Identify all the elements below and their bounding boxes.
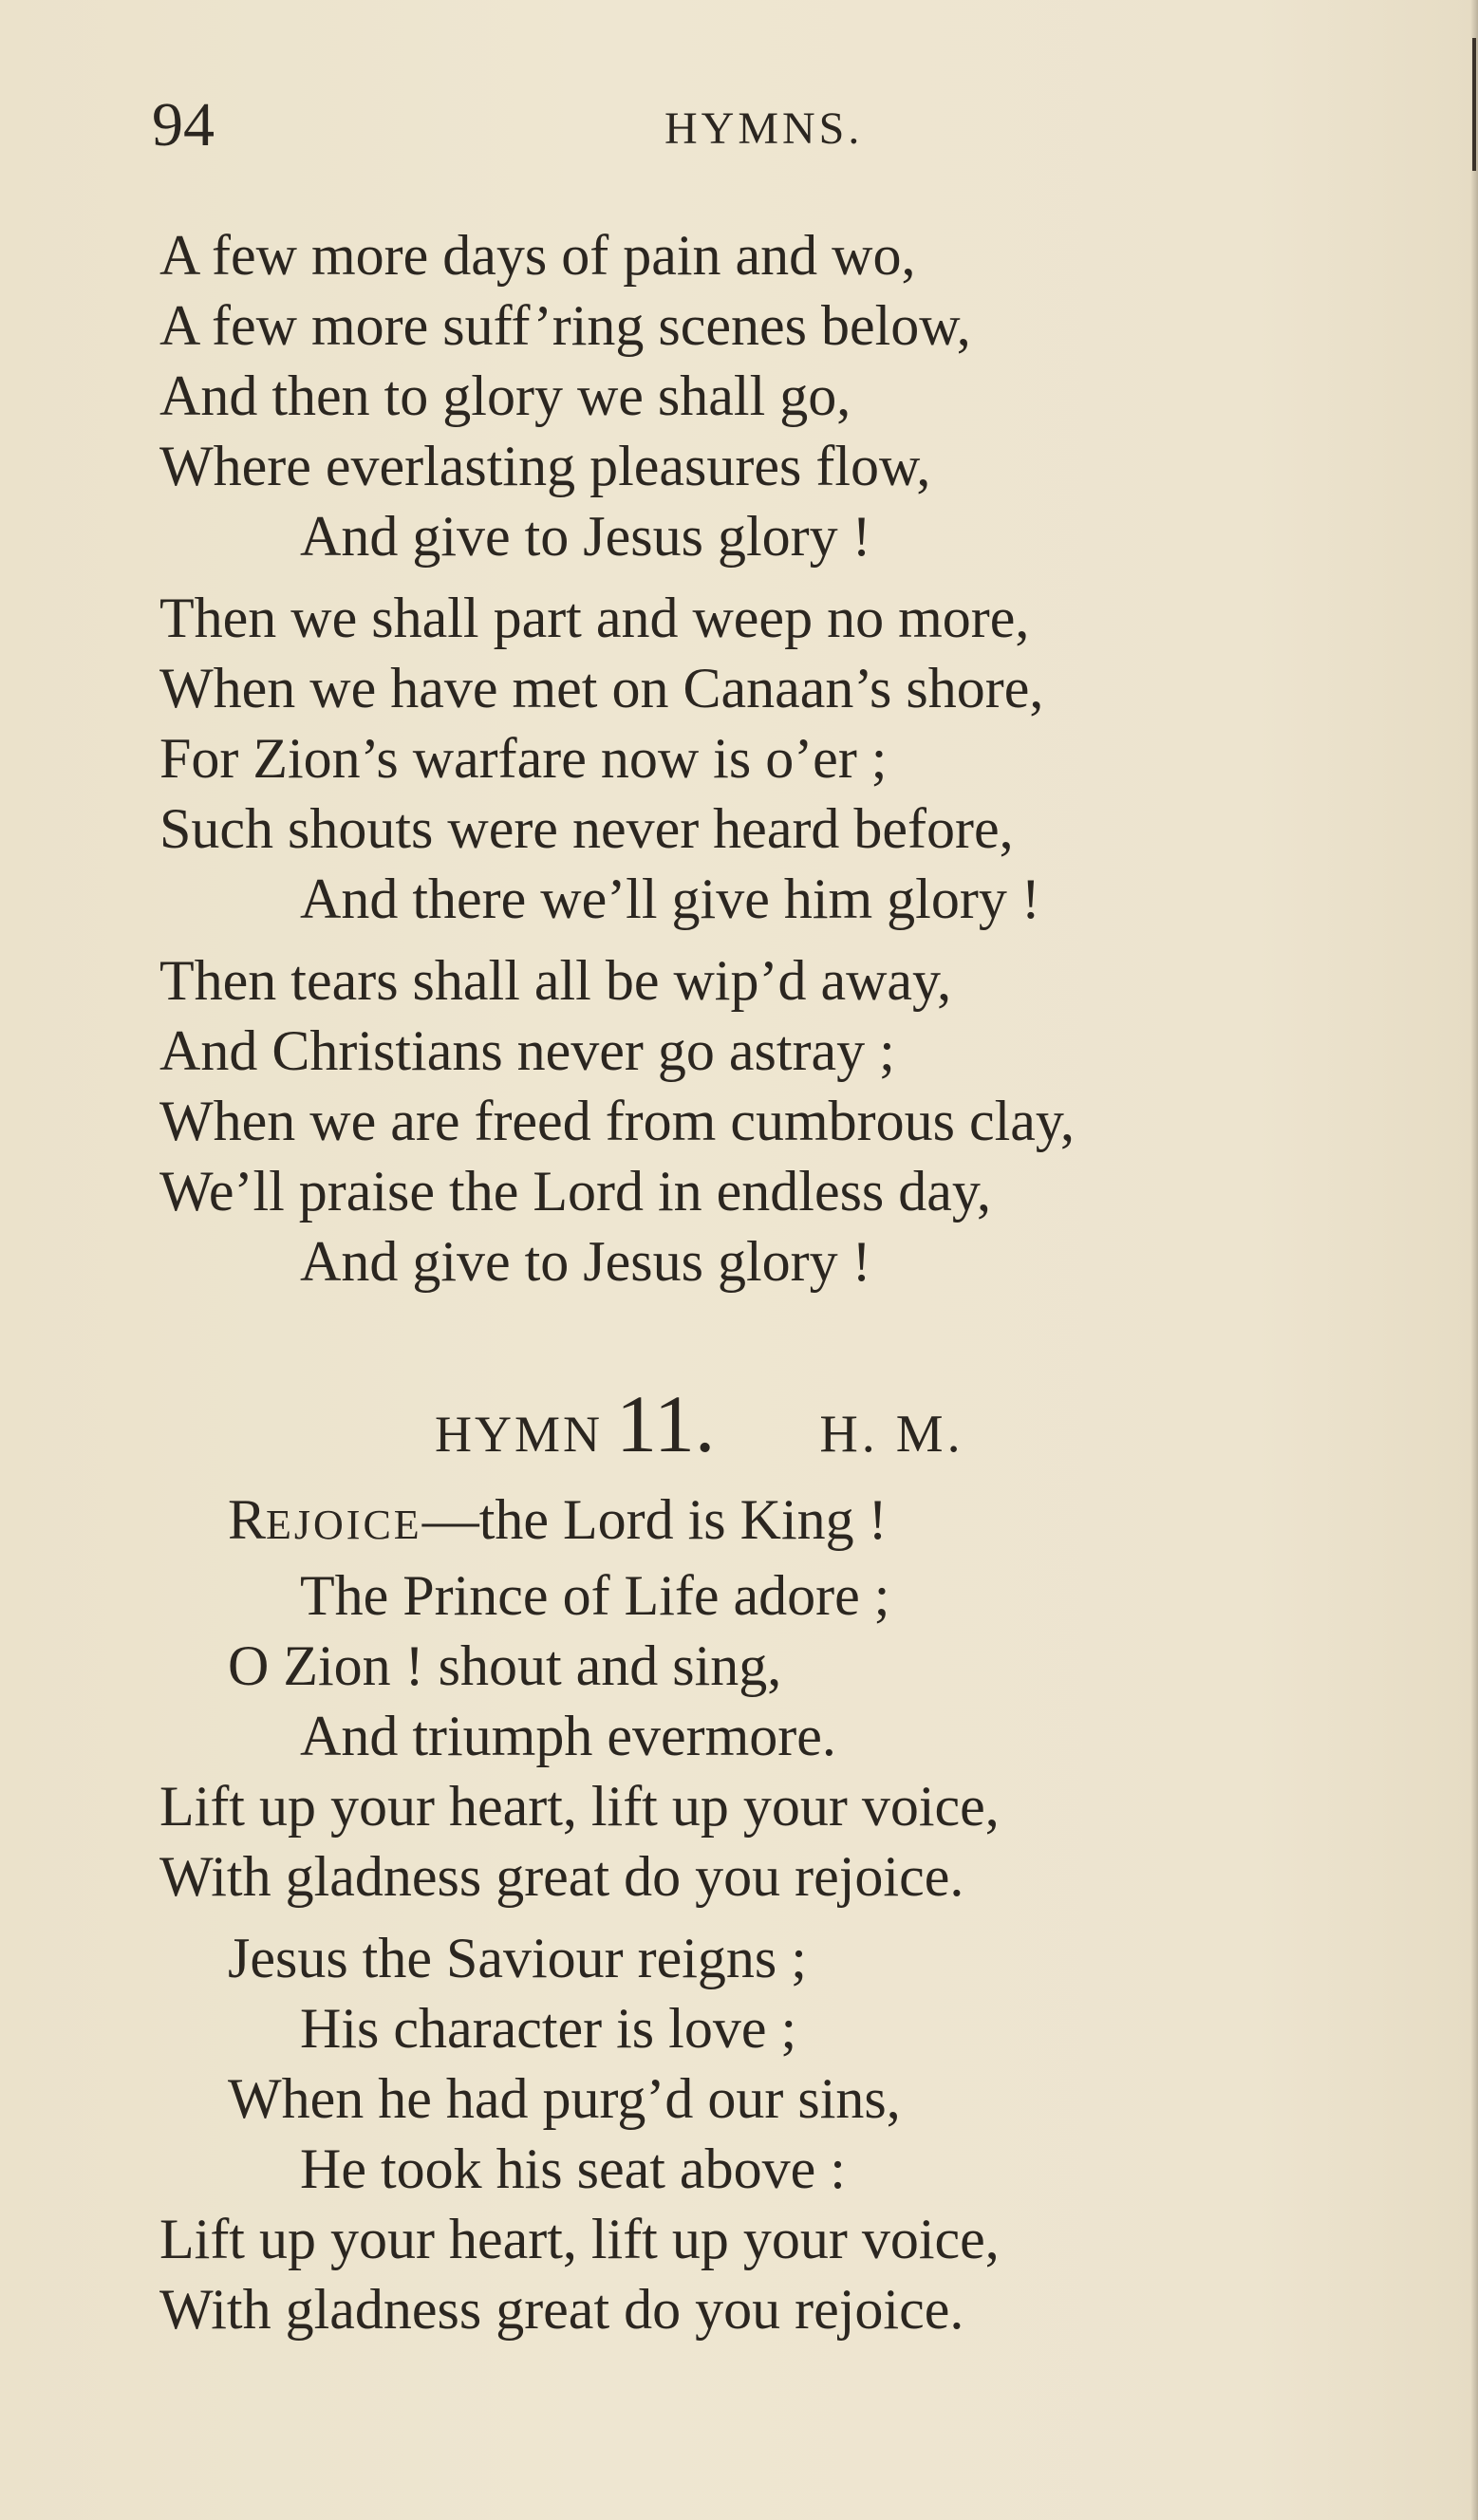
verse-line: Such shouts were never heard before, bbox=[159, 797, 1014, 860]
drop-initial: R bbox=[228, 1488, 267, 1551]
smallcaps-word: EJOICE bbox=[266, 1502, 422, 1548]
verse-line: For Zion’s warfare now is o’er ; bbox=[159, 727, 888, 790]
verse-line: Jesus the Saviour reigns ; bbox=[228, 1927, 807, 1989]
verse-line: He took his seat above : bbox=[300, 2137, 846, 2200]
refrain-line: And give to Jesus glory ! bbox=[300, 505, 871, 568]
hymn-text-block bbox=[159, 220, 1431, 2356]
first-line bbox=[159, 1484, 1431, 1560]
stanza bbox=[159, 1484, 1431, 1912]
page-header bbox=[0, 87, 1478, 163]
running-head: HYMNS. bbox=[664, 103, 864, 154]
verse-line: Lift up your heart, lift up your voice, bbox=[159, 2208, 1000, 2270]
verse-line: Where everlasting pleasures flow, bbox=[159, 435, 931, 497]
page-number: 94 bbox=[152, 90, 215, 159]
page-edge-shadow bbox=[1470, 0, 1478, 2520]
verse-line: And then to glory we shall go, bbox=[159, 364, 851, 427]
refrain-line: And give to Jesus glory ! bbox=[300, 1230, 871, 1293]
stanza bbox=[159, 945, 1431, 1297]
stanza bbox=[159, 583, 1431, 934]
verse-line: Then tears shall all be wip’d away, bbox=[159, 949, 952, 1012]
first-line-rest: —the Lord is King ! bbox=[421, 1488, 888, 1551]
verse-line: When he had purg’d our sins, bbox=[228, 2067, 901, 2130]
verse-line: With gladness great do you rejoice. bbox=[159, 2278, 964, 2341]
refrain-line: And there we’ll give him glory ! bbox=[300, 868, 1040, 930]
verse-line: And triumph evermore. bbox=[300, 1705, 836, 1767]
hymn-meter: H. M. bbox=[819, 1405, 964, 1464]
verse-line: And Christians never go astray ; bbox=[159, 1019, 895, 1082]
hymn-number: 11. bbox=[616, 1378, 716, 1469]
stanza bbox=[159, 220, 1431, 571]
verse-line: Then we shall part and weep no more, bbox=[159, 587, 1030, 649]
verse-line: A few more days of pain and wo, bbox=[159, 224, 916, 287]
verse-line: We’ll praise the Lord in endless day, bbox=[159, 1160, 992, 1223]
verse-line: O Zion ! shout and sing, bbox=[228, 1634, 782, 1697]
hymn-heading bbox=[159, 1376, 1431, 1471]
verse-line: Lift up your heart, lift up your voice, bbox=[159, 1775, 1000, 1838]
verse-line: With gladness great do you rejoice. bbox=[159, 1845, 964, 1908]
verse-line: When we have met on Canaan’s shore, bbox=[159, 657, 1044, 719]
verse-line: A few more suff’ring scenes below, bbox=[159, 294, 971, 357]
verse-line: When we are freed from cumbrous clay, bbox=[159, 1090, 1075, 1152]
verse-line: His character is love ; bbox=[300, 1997, 797, 2060]
hymn-label: HYMN bbox=[435, 1406, 604, 1463]
stanza bbox=[159, 1923, 1431, 2344]
verse-line: The Prince of Life adore ; bbox=[300, 1564, 890, 1627]
